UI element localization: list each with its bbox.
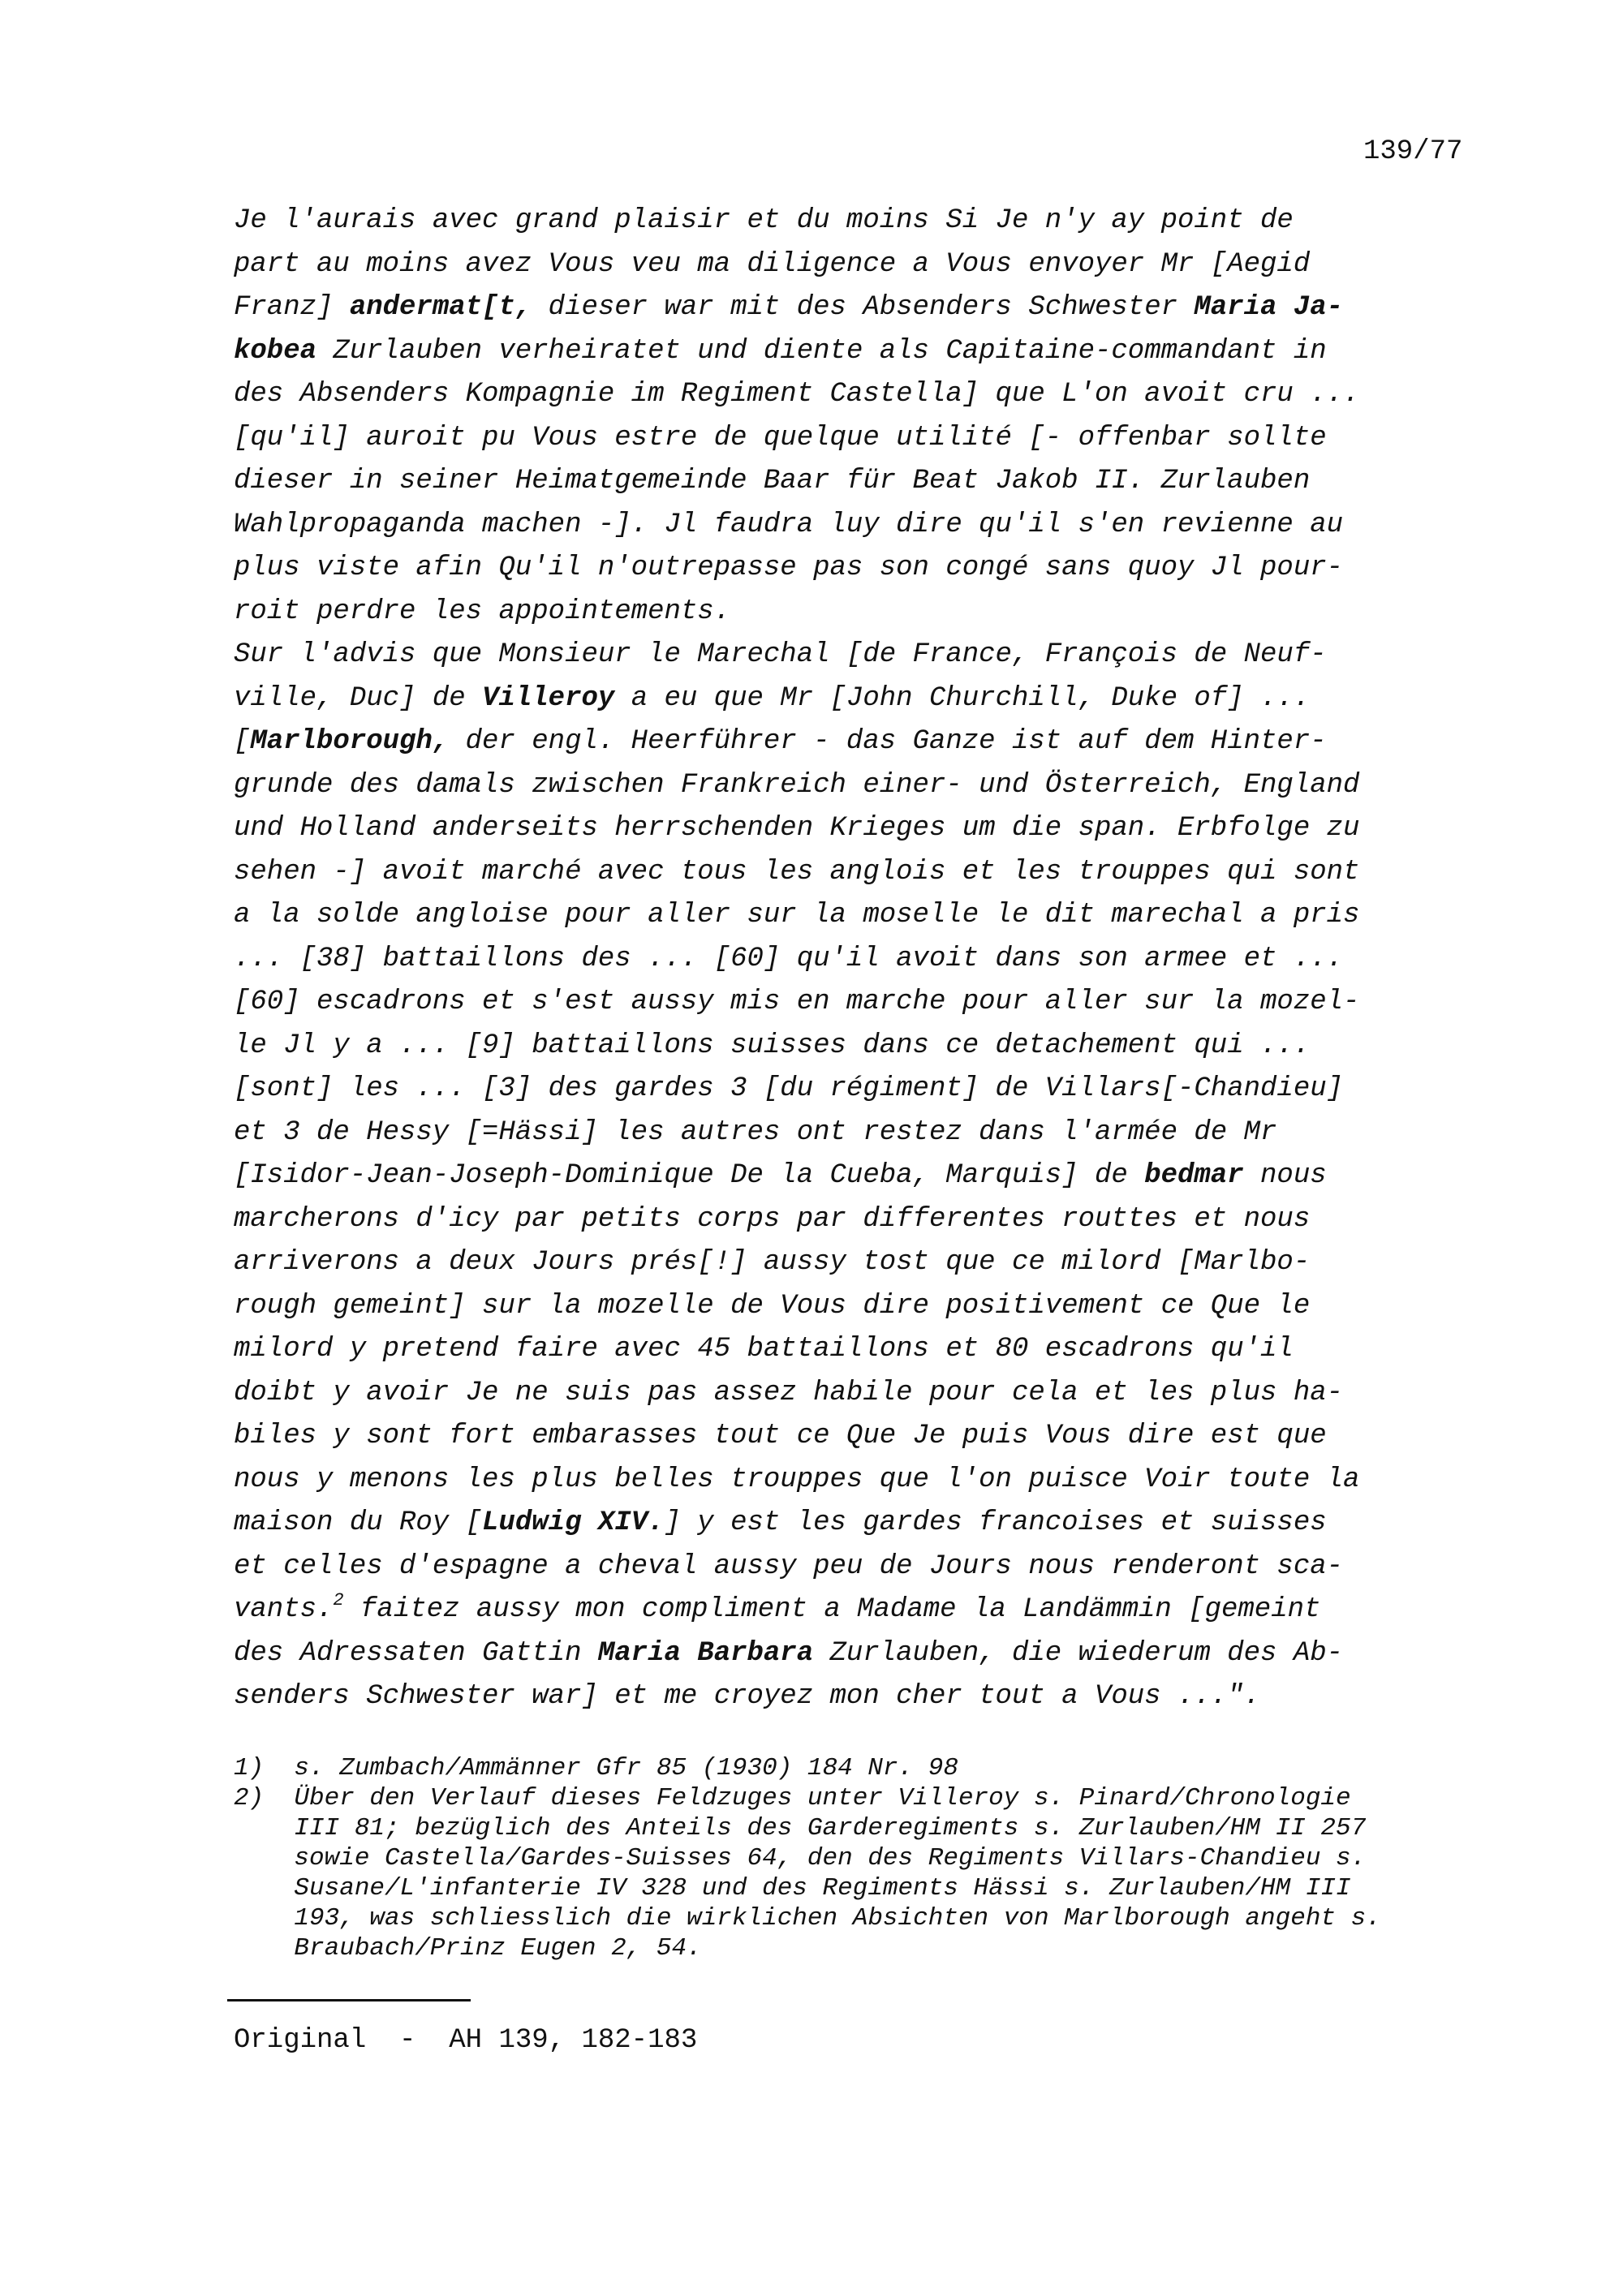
letter-line: rough gemeint] sur la mozelle de Vous dire positivement ce Que le (234, 1290, 1311, 1322)
letter-line: kobea Zurlauben verheiratet und diente als Capitaine-commandant in (234, 335, 1327, 367)
letter-line: [qu'il] auroit pu Vous estre de quelque utilité [- offenbar sollte (234, 422, 1327, 454)
highlighted-name: Villeroy (482, 682, 615, 714)
footnote-line: 193, was schliesslich die wirklichen Absichten von Marlborough angeht s. (234, 1904, 1381, 1933)
highlighted-name: kobea (234, 335, 317, 367)
letter-line: [sont] les ... [3] des gardes 3 [du régiment] de Villars[-Chandieu] (234, 1073, 1344, 1104)
letter-line: [Isidor-Jean-Joseph-Dominique De la Cueba, Marquis] de bedmar nous (234, 1160, 1327, 1191)
letter-line: doibt y avoir Je ne suis pas assez habile pour cela et les plus ha- (234, 1377, 1344, 1408)
letter-line: vants.$^2$ faitez aussy mon compliment a Madame la Landämmin [gemeint (234, 1590, 1321, 1625)
footnotes (234, 1753, 1516, 1963)
letter-line: senders Schwester war] et me croyez mon cher tout a Vous ...". (234, 1681, 1261, 1712)
footnote-line: Susane/L'infanterie IV 328 und des Regiments Hässi s. Zurlauben/HM III (234, 1874, 1351, 1903)
letter-line: ... [38] battaillons des ... [60] qu'il avoit dans son armee et ... (234, 943, 1344, 974)
letter-body (234, 200, 1500, 1719)
letter-line: [Marlborough, der engl. Heerführer - das Ganze ist auf dem Hinter- (234, 726, 1327, 757)
letter-line: a la solde angloise pour aller sur la moselle le dit marechal a pris (234, 900, 1360, 931)
letter-line: des Absenders Kompagnie im Regiment Castella] que L'on avoit cru ... (234, 379, 1360, 410)
highlighted-name: Maria Ja- (1194, 292, 1344, 323)
letter-line: biles y sont fort embarasses tout ce Que Je puis Vous dire est que (234, 1421, 1327, 1451)
footnote-line: sowie Castella/Gardes-Suisses 64, den des Regiments Villars-Chandieu s. (234, 1844, 1367, 1872)
highlighted-name: Ludwig XIV. (482, 1507, 665, 1538)
page-number: 139/77 (1363, 136, 1463, 167)
footnote-marker: 2 (333, 1590, 344, 1610)
footnote-line: III 81; bezüglich des Anteils des Garderegiments s. Zurlauben/HM II 257 (234, 1814, 1367, 1842)
letter-line: plus viste afin Qu'il n'outrepasse pas son congé sans quoy Jl pour- (234, 553, 1344, 583)
letter-line: Je l'aurais avec grand plaisir et du moins Si Je n'y ay point de (234, 205, 1294, 236)
footnote-rule (227, 1999, 471, 2001)
letter-line: und Holland anderseits herrschenden Krieges um die span. Erbfolge zu (234, 813, 1360, 844)
letter-line: maison du Roy [Ludwig XIV.] y est les gardes francoises et suisses (234, 1507, 1327, 1538)
letter-line: Franz] andermat[t, dieser war mit des Absenders Schwester Maria Ja- (234, 292, 1344, 323)
letter-line: Wahlpropaganda machen -]. Jl faudra luy dire qu'il s'en revienne au (234, 509, 1344, 540)
letter-line: [60] escadrons et s'est aussy mis en marche pour aller sur la mozel- (234, 987, 1360, 1017)
letter-line: marcherons d'icy par petits corps par differentes routtes et nous (234, 1203, 1311, 1235)
highlighted-name: bedmar (1144, 1160, 1244, 1191)
letter-line: milord y pretend faire avec 45 battaillons et 80 escadrons qu'il (234, 1334, 1294, 1365)
highlighted-name: Marlborough, (250, 726, 450, 757)
letter-line: Sur l'advis que Monsieur le Marechal [de France, François de Neuf- (234, 639, 1327, 670)
letter-line: nous y menons les plus belles trouppes que l'on puisce Voir toute la (234, 1464, 1360, 1495)
letter-line: le Jl y a ... [9] battaillons suisses dans ce detachement qui ... (234, 1030, 1311, 1061)
letter-line: ville, Duc] de Villeroy a eu que Mr [John Churchill, Duke of] ... (234, 682, 1311, 714)
source-note: Original - AH 139, 182-183 (234, 2025, 698, 2056)
letter-line: sehen -] avoit marché avec tous les anglois et les trouppes qui sont (234, 856, 1360, 888)
letter-line: arriverons a deux Jours prés[!] aussy tost que ce milord [Marlbo- (234, 1247, 1311, 1278)
footnote-line: 1) s. Zumbach/Ammänner Gfr 85 (1930) 184 Nr. 98 (234, 1754, 958, 1782)
letter-line: part au moins avez Vous veu ma diligence a Vous envoyer Mr [Aegid (234, 248, 1311, 280)
highlighted-name: Maria Barbara (597, 1637, 814, 1669)
footnote-line: Braubach/Prinz Eugen 2, 54. (234, 1934, 702, 1963)
letter-line: grunde des damals zwischen Frankreich einer- und Österreich, England (234, 769, 1360, 801)
letter-line: roit perdre les appointements. (234, 595, 731, 627)
footnote-line: 2) Über den Verlauf dieses Feldzuges unter Villeroy s. Pinard/Chronologie (234, 1784, 1351, 1812)
letter-line: dieser in seiner Heimatgemeinde Baar für Beat Jakob II. Zurlauben (234, 466, 1311, 497)
letter-line: et celles d'espagne a cheval aussy peu de Jours nous renderont sca- (234, 1550, 1344, 1582)
highlighted-name: andermat[t, (349, 292, 532, 323)
letter-line: et 3 de Hessy [=Hässi] les autres ont restez dans l'armée de Mr (234, 1116, 1277, 1148)
letter-line: des Adressaten Gattin Maria Barbara Zurlauben, die wiederum des Ab- (234, 1637, 1344, 1669)
